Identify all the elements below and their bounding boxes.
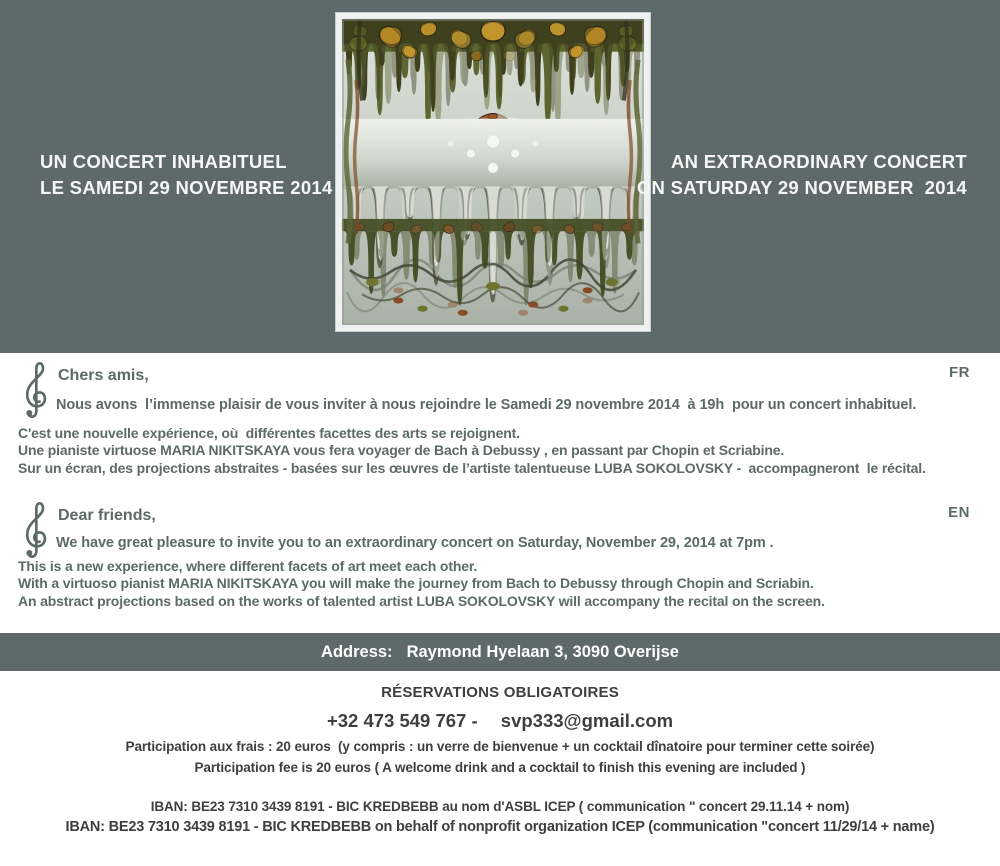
title-english-line1: AN EXTRAORDINARY CONCERT (670, 151, 967, 172)
participation-fee-en: Participation fee is 20 euros ( A welcome drink and a cocktail to finish this evening are included ) (194, 760, 806, 775)
language-label-en: EN (948, 504, 970, 521)
iban-line-en: IBAN: BE23 7310 3439 8191 - BIC KREDBEBB on behalf of nonprofit organization ICEP (communication "concert 11/29/14 + name) (65, 819, 935, 835)
iban-line-fr: IBAN: BE23 7310 3439 8191 - BIC KREDBEBB au nom d'ASBL ICEP ( communication " concert 29.11.14 + nom) (150, 799, 850, 814)
title-french-line2: LE SAMEDI 29 NOVEMBRE 2014 (40, 177, 333, 198)
english-paragraph (18, 558, 825, 610)
french-line-2: Une pianiste virtuose MARIA NIKITSKAYA vous fera voyager de Bach à Debussy , en passant par Chopin et Scriabine. (18, 442, 785, 459)
french-greeting: Chers amis, (58, 367, 149, 384)
treble-clef-icon (20, 359, 50, 423)
english-intro: We have great pleasure to invite you to an extraordinary concert on Saturday, November 29, 2014 at 7pm . (56, 535, 774, 551)
email-address: svp333@gmail.com (500, 710, 674, 731)
english-line-1: This is a new experience, where different facets of art meet each other. (18, 558, 478, 574)
english-line-2: With a virtuoso pianist MARIA NIKITSKAYA you will make the journey from Bach to Debussy through Chopin and Scriabin. (18, 575, 814, 592)
invitation-body (0, 353, 1000, 633)
artwork-frame (335, 12, 651, 332)
contact-row (0, 710, 1000, 732)
header-banner (0, 0, 1000, 353)
title-french (40, 149, 333, 201)
french-line-1: C'est une nouvelle expérience, où différentes facettes des arts se rejoignent. (18, 425, 520, 441)
title-french-line1: UN CONCERT INHABITUEL (40, 151, 287, 172)
french-paragraph (18, 425, 926, 477)
address-label: Address: (321, 642, 393, 661)
phone-number: +32 473 549 767 - (326, 710, 478, 731)
participation-fee-fr: Participation aux frais : 20 euros (y compris : un verre de bienvenue + un cocktail dînatoire pour terminer cette soirée) (125, 739, 875, 754)
french-line-3: Sur un écran, des projections abstraites - basées sur les œuvres de l’artiste talentueuse LUBA SOKOLOVSKY - accompagneront le récital. (18, 459, 926, 476)
title-english (637, 149, 967, 201)
french-intro: Nous avons l’immense plaisir de vous inviter à nous rejoindre le Samedi 29 novembre 2014 à 19h pour un concert inhabituel. (56, 397, 917, 413)
reservations-heading: RÉSERVATIONS OBLIGATOIRES (381, 684, 619, 701)
address-value: Raymond Hyelaan 3, 3090 Overijse (406, 642, 679, 661)
address-bar (0, 633, 1000, 671)
footer (0, 671, 1000, 866)
language-label-fr: FR (949, 364, 970, 381)
treble-clef-icon (20, 499, 50, 563)
abstract-artwork-image (342, 19, 644, 325)
english-greeting: Dear friends, (58, 507, 156, 524)
english-line-3: An abstract projections based on the works of talented artist LUBA SOKOLOVSKY will accompany the recital on the screen. (18, 592, 825, 609)
title-english-line2: ON SATURDAY 29 NOVEMBER 2014 (636, 177, 967, 198)
